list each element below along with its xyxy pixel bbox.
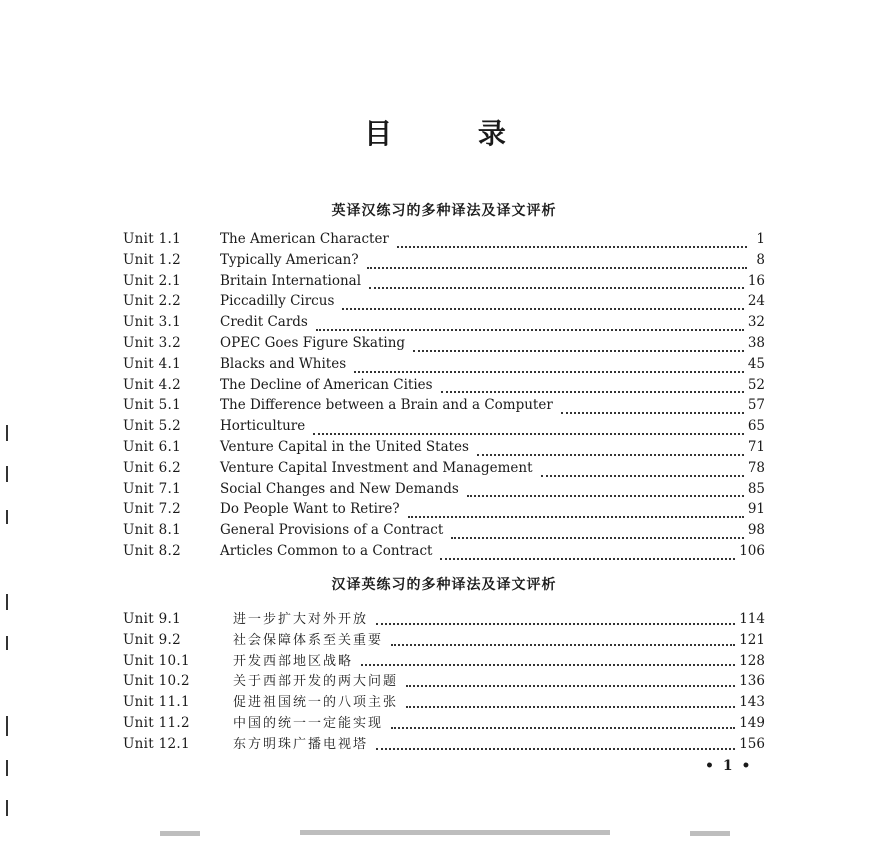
- toc-page-number: 32: [747, 314, 765, 331]
- toc-unit-number: Unit 3.2: [123, 334, 181, 351]
- toc-entry: [123, 377, 765, 398]
- toc-entry: [123, 608, 765, 629]
- toc-page-number: 85: [747, 480, 765, 497]
- scan-mark: [6, 466, 8, 482]
- toc-unit-number: Unit 9.2: [123, 631, 181, 648]
- toc-entry-title: Venture Capital in the United States: [220, 438, 469, 455]
- toc-entry-title: Piccadilly Circus: [220, 293, 335, 310]
- section-heading-chinese-to-english: 汉译英练习的多种译法及译文评析: [331, 577, 557, 593]
- toc-unit-number: Unit 5.2: [123, 418, 181, 435]
- scan-mark: [6, 510, 8, 524]
- toc-page-number: 91: [747, 501, 765, 518]
- toc-leader-dots: [342, 298, 743, 310]
- toc-leader-dots: [440, 548, 735, 560]
- section-heading-english-to-chinese: 英译汉练习的多种译法及译文评析: [331, 203, 557, 219]
- toc-entry-title: 进一步扩大对外开放: [233, 612, 369, 627]
- toc-page-number: 38: [747, 334, 765, 351]
- toc-unit-number: Unit 4.1: [123, 355, 181, 372]
- toc-leader-dots: [376, 613, 735, 625]
- toc-page-number: 128: [739, 652, 765, 669]
- toc-leader-dots: [406, 696, 735, 708]
- toc-entry: [123, 231, 765, 252]
- scan-mark: [6, 636, 8, 650]
- toc-unit-number: Unit 7.2: [123, 501, 181, 518]
- toc-leader-dots: [413, 340, 744, 352]
- toc-entry: [123, 314, 765, 335]
- toc-unit-number: Unit 10.1: [123, 652, 190, 669]
- scan-mark: [6, 594, 8, 610]
- toc-entry: [123, 481, 765, 502]
- toc-entry-title: Social Changes and New Demands: [220, 480, 459, 497]
- toc-entry: [123, 543, 765, 564]
- toc-page-number: 143: [739, 694, 765, 711]
- toc-entry: [123, 418, 765, 439]
- toc-page-number: 78: [747, 459, 765, 476]
- toc-entry-title: Articles Common to a Contract: [220, 542, 433, 559]
- toc-page-number: 121: [739, 631, 765, 648]
- toc-entry-title: 促进祖国统一的八项主张: [233, 695, 399, 711]
- scan-smudge: [160, 831, 200, 836]
- toc-page-number: 106: [739, 542, 765, 559]
- toc-page-number: 65: [747, 418, 765, 435]
- toc-leader-dots: [376, 738, 735, 750]
- toc-page-number: 98: [747, 522, 765, 539]
- toc-unit-number: Unit 5.1: [123, 397, 181, 414]
- toc-page-number: 57: [747, 397, 765, 414]
- toc-leader-dots: [451, 527, 744, 539]
- toc-page-number: 24: [747, 293, 765, 310]
- toc-entry: [123, 252, 765, 273]
- toc-entry-title: The Difference between a Brain and a Computer: [220, 397, 553, 414]
- page-title: 目 录: [364, 117, 544, 150]
- toc-entry: [123, 397, 765, 418]
- toc-page-number: 16: [747, 272, 765, 289]
- toc-list-chinese-to-english: [123, 608, 765, 754]
- toc-unit-number: Unit 11.1: [123, 694, 190, 711]
- toc-unit-number: Unit 2.2: [123, 293, 181, 310]
- toc-unit-number: Unit 4.2: [123, 376, 181, 393]
- toc-entry: [123, 691, 765, 712]
- toc-entry-title: 社会保障体系至关重要: [233, 632, 384, 648]
- toc-entry: [123, 460, 765, 481]
- toc-unit-number: Unit 8.2: [123, 542, 181, 559]
- toc-entry-title: General Provisions of a Contract: [220, 522, 444, 539]
- toc-leader-dots: [367, 257, 747, 269]
- scan-smudge: [300, 830, 610, 835]
- toc-entry-title: The American Character: [220, 231, 389, 247]
- toc-page-number: 52: [747, 376, 765, 393]
- toc-leader-dots: [408, 506, 744, 518]
- toc-unit-number: Unit 7.1: [123, 480, 181, 497]
- toc-entry: [123, 650, 765, 671]
- toc-leader-dots: [561, 402, 744, 414]
- toc-leader-dots: [391, 634, 735, 646]
- scan-mark: [6, 716, 8, 736]
- toc-page-number: 1: [756, 231, 765, 247]
- toc-entry: [123, 522, 765, 543]
- toc-entry-title: Credit Cards: [220, 314, 308, 331]
- toc-entry-title: 中国的统一一定能实现: [233, 715, 384, 731]
- toc-page-number: 114: [739, 611, 765, 627]
- toc-leader-dots: [313, 423, 744, 435]
- toc-entry: [123, 501, 765, 522]
- toc-page-number: 8: [756, 251, 765, 268]
- toc-leader-dots: [397, 236, 747, 248]
- scan-smudge: [690, 831, 730, 836]
- toc-entry: [123, 629, 765, 650]
- toc-leader-dots: [391, 717, 735, 729]
- scan-mark: [6, 425, 8, 441]
- toc-entry: [123, 733, 765, 754]
- toc-leader-dots: [316, 319, 744, 331]
- toc-leader-dots: [361, 654, 735, 666]
- toc-unit-number: Unit 1.1: [123, 231, 181, 247]
- toc-leader-dots: [441, 381, 744, 393]
- toc-leader-dots: [477, 444, 744, 456]
- toc-page-number: 136: [739, 673, 765, 690]
- toc-entry: [123, 670, 765, 691]
- toc-entry: [123, 356, 765, 377]
- toc-page-number: 45: [747, 355, 765, 372]
- toc-entry-title: Blacks and Whites: [220, 355, 347, 372]
- toc-page-number: 156: [739, 735, 765, 752]
- toc-leader-dots: [541, 465, 744, 477]
- toc-unit-number: Unit 9.1: [123, 611, 181, 627]
- toc-unit-number: Unit 6.2: [123, 459, 181, 476]
- toc-unit-number: Unit 1.2: [123, 251, 181, 268]
- toc-unit-number: Unit 3.1: [123, 314, 181, 331]
- toc-entry-title: 关于西部开发的两大问题: [233, 674, 399, 690]
- toc-entry-title: Typically American?: [220, 251, 359, 268]
- toc-leader-dots: [354, 361, 744, 373]
- toc-unit-number: Unit 10.2: [123, 673, 190, 690]
- toc-unit-number: Unit 11.2: [123, 714, 190, 731]
- scan-mark: [6, 760, 8, 776]
- toc-unit-number: Unit 8.1: [123, 522, 181, 539]
- toc-leader-dots: [406, 675, 735, 687]
- toc-list-english-to-chinese: [123, 231, 765, 564]
- toc-entry-title: Venture Capital Investment and Management: [220, 459, 533, 476]
- toc-page-number: 71: [747, 438, 765, 455]
- toc-entry-title: 开发西部地区战略: [233, 653, 354, 669]
- page-number: • 1 •: [705, 758, 753, 774]
- toc-entry-title: The Decline of American Cities: [220, 376, 433, 393]
- toc-unit-number: Unit 6.1: [123, 438, 181, 455]
- toc-entry: [123, 273, 765, 294]
- toc-entry: [123, 712, 765, 733]
- toc-entry-title: OPEC Goes Figure Skating: [220, 334, 406, 351]
- toc-entry: [123, 335, 765, 356]
- toc-entry-title: Britain International: [220, 272, 362, 289]
- toc-leader-dots: [369, 277, 744, 289]
- toc-entry-title: 东方明珠广播电视塔: [233, 736, 369, 752]
- toc-entry: [123, 439, 765, 460]
- toc-leader-dots: [467, 485, 744, 497]
- toc-entry-title: Horticulture: [220, 418, 306, 435]
- scan-mark: [6, 800, 8, 816]
- toc-unit-number: Unit 2.1: [123, 272, 181, 289]
- toc-entry-title: Do People Want to Retire?: [220, 501, 400, 518]
- toc-entry: [123, 293, 765, 314]
- toc-unit-number: Unit 12.1: [123, 735, 190, 752]
- toc-page-number: 149: [739, 714, 765, 731]
